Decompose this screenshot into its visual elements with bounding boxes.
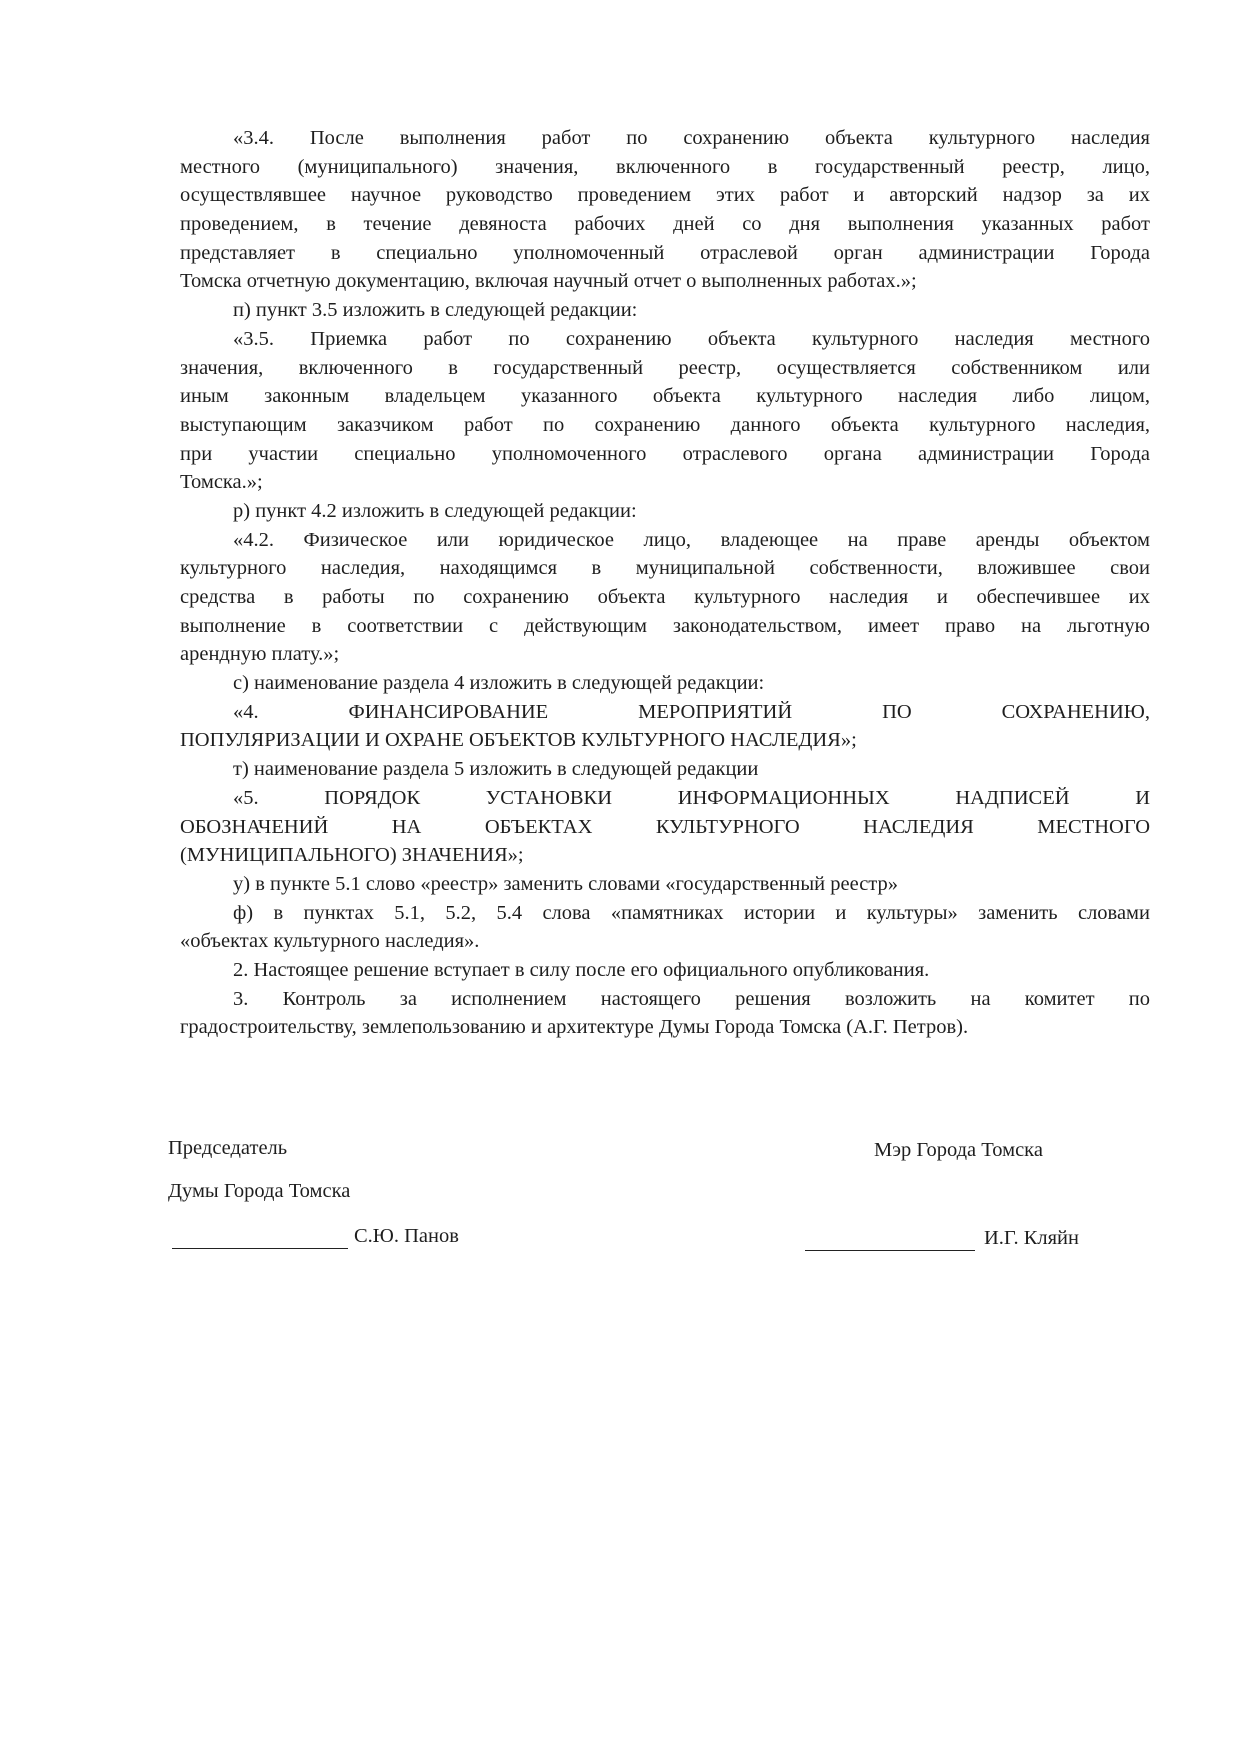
text-line: р) пункт 4.2 изложить в следующей редакции: xyxy=(233,499,637,522)
paragraph xyxy=(180,497,1150,526)
mayor-name: И.Г. Кляйн xyxy=(984,1227,1079,1249)
chairman-title: Председатель xyxy=(168,1137,288,1159)
paragraph xyxy=(180,296,1150,325)
text-line: значения, включенного в государственный реестр, осуществляется собственником или xyxy=(180,356,1150,379)
paragraph xyxy=(180,985,1150,1042)
text-line: ф) в пунктах 5.1, 5.2, 5.4 слова «памятниках истории и культуры» заменить словами xyxy=(233,901,1150,924)
text-line: выполнение в соответствии с действующим законодательством, имеет право на льготную xyxy=(180,614,1150,637)
paragraph xyxy=(180,325,1150,497)
text-line: выступающим заказчиком работ по сохранению данного объекта культурного наследия, xyxy=(180,413,1150,436)
paragraph xyxy=(180,956,1150,985)
text-line: культурного наследия, находящимся в муниципальной собственности, вложившее свои xyxy=(180,557,1150,580)
text-line: «4. ФИНАНСИРОВАНИЕ МЕРОПРИЯТИЙ ПО СОХРАНЕНИЮ, xyxy=(233,700,1150,723)
text-line: «объектах культурного наследия». xyxy=(180,930,480,953)
text-line: у) в пункте 5.1 слово «реестр» заменить словами «государственный реестр» xyxy=(233,872,899,895)
paragraph xyxy=(180,669,1150,698)
text-line: с) наименование раздела 4 изложить в следующей редакции: xyxy=(233,672,765,695)
text-line: Томска отчетную документацию, включая научный отчет о выполненных работах.»; xyxy=(180,270,917,293)
text-line: при участии специально уполномоченного отраслевого органа администрации Города xyxy=(180,442,1150,465)
text-line: (МУНИЦИПАЛЬНОГО) ЗНАЧЕНИЯ»; xyxy=(180,844,524,867)
text-line: ОБОЗНАЧЕНИЙ НА ОБЪЕКТАХ КУЛЬТУРНОГО НАСЛЕДИЯ МЕСТНОГО xyxy=(180,815,1150,838)
text-line: п) пункт 3.5 изложить в следующей редакции: xyxy=(233,299,638,322)
paragraph xyxy=(180,784,1150,870)
paragraph xyxy=(180,755,1150,784)
paragraph xyxy=(180,899,1150,956)
text-line: Томска.»; xyxy=(180,471,263,494)
chairman-name: С.Ю. Панов xyxy=(354,1225,459,1247)
chairman-signature-line xyxy=(172,1248,348,1249)
duma-title: Думы Города Томска xyxy=(168,1180,351,1202)
text-line: «3.4. После выполнения работ по сохранению объекта культурного наследия xyxy=(233,127,1150,149)
paragraph xyxy=(180,124,1150,296)
text-line: «3.5. Приемка работ по сохранению объекта культурного наследия местного xyxy=(233,327,1150,350)
text-line: проведением, в течение девяноста рабочих дней со дня выполнения указанных работ xyxy=(180,213,1150,236)
mayor-title: Мэр Города Томска xyxy=(874,1139,1043,1161)
text-line: средства в работы по сохранению объекта культурного наследия и обеспечившее их xyxy=(180,586,1150,608)
text-line: иным законным владельцем указанного объекта культурного наследия либо лицом, xyxy=(180,385,1150,408)
paragraph xyxy=(180,698,1150,755)
paragraph xyxy=(180,870,1150,899)
text-line: местного (муниципального) значения, включенного в государственный реестр, лицо, xyxy=(180,155,1150,178)
mayor-signature-line xyxy=(805,1250,975,1251)
text-line: «4.2. Физическое или юридическое лицо, владеющее на праве аренды объектом xyxy=(233,528,1150,551)
text-line: 3. Контроль за исполнением настоящего решения возложить на комитет по xyxy=(233,987,1150,1010)
document-body xyxy=(180,124,1150,1042)
paragraph xyxy=(180,526,1150,669)
text-line: 2. Настоящее решение вступает в силу после его официального опубликования. xyxy=(233,958,930,981)
text-line: т) наименование раздела 5 изложить в следующей редакции xyxy=(233,758,759,781)
text-line: градостроительству, землепользованию и архитектуре Думы Города Томска (А.Г. Петров). xyxy=(180,1016,969,1039)
text-line: арендную плату.»; xyxy=(180,643,340,666)
text-line: «5. ПОРЯДОК УСТАНОВКИ ИНФОРМАЦИОННЫХ НАДПИСЕЙ И xyxy=(233,786,1150,809)
text-line: представляет в специально уполномоченный отраслевой орган администрации Города xyxy=(180,241,1150,264)
text-line: ПОПУЛЯРИЗАЦИИ И ОХРАНЕ ОБЪЕКТОВ КУЛЬТУРНОГО НАСЛЕДИЯ»; xyxy=(180,729,857,752)
text-line: осуществлявшее научное руководство проведением этих работ и авторский надзор за их xyxy=(180,184,1150,207)
